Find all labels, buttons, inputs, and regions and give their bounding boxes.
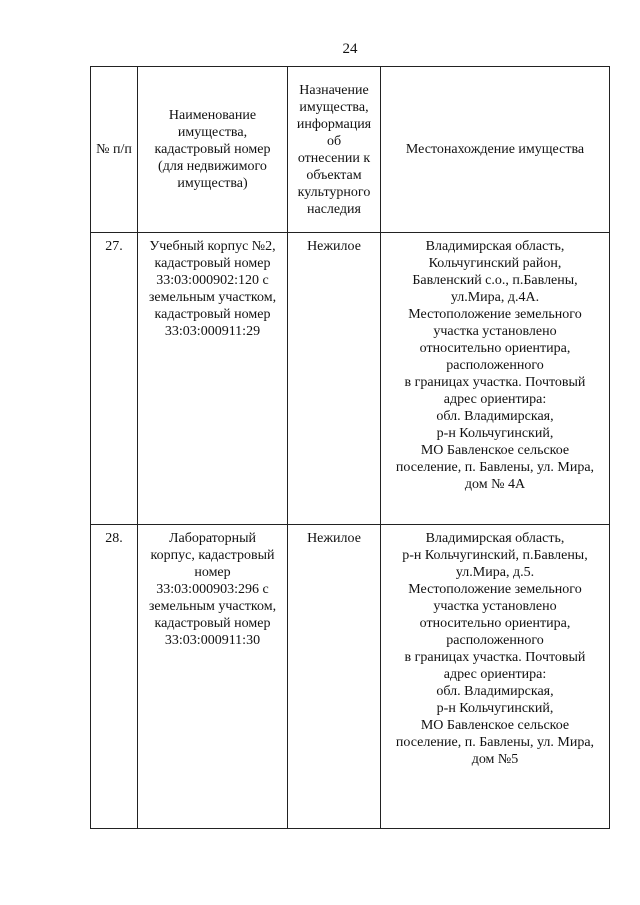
location-line: Местоположение земельного <box>408 582 582 597</box>
page-number: 24 <box>342 41 358 57</box>
property-name-line: Учебный корпус №2, <box>149 239 276 254</box>
location-line: в границах участка. Почтовый <box>404 375 586 390</box>
property-name-line: 33:03:000902:120 с <box>156 273 269 288</box>
location-line: Местоположение земельного <box>408 307 582 322</box>
header-name-line: (для недвижимого <box>158 159 267 174</box>
property-type: Нежилое <box>288 233 381 525</box>
header-type-line: наследия <box>307 201 361 217</box>
property-name-line: земельным участком, <box>148 290 277 305</box>
location-line: обл. Владимирская, <box>436 409 554 424</box>
header-type-line: отнесении к <box>297 150 371 166</box>
property-name-line: 33:03:000911:30 <box>164 633 261 648</box>
location-line: адрес ориентира: <box>443 667 547 682</box>
header-type-line: имущества, <box>299 99 369 115</box>
location-line: дом № 4А <box>464 477 526 492</box>
property-name <box>138 233 288 525</box>
location-line: МО Бавленское сельское <box>420 718 570 733</box>
location-line: участка установлено <box>433 324 557 339</box>
header-name-line: кадастровый номер <box>154 142 271 157</box>
location-line: расположенного <box>446 358 544 373</box>
location-line: р-н Кольчугинский, п.Бавлены, <box>402 548 588 563</box>
property-name-line: номер <box>194 565 231 580</box>
location-line: дом №5 <box>471 752 519 767</box>
location-line: ул.Мира, д.4А. <box>450 290 540 305</box>
property-name-line: земельным участком, <box>148 599 277 614</box>
row-number: 27. <box>91 233 138 525</box>
header-name-line: имущества) <box>177 176 248 191</box>
property-location <box>381 233 610 525</box>
location-line: МО Бавленское сельское <box>420 443 570 458</box>
property-location <box>381 525 610 829</box>
location-line: относительно ориентира, <box>419 616 571 631</box>
table-row <box>91 233 610 525</box>
location-line: Бавленский с.о., п.Бавлены, <box>412 273 578 288</box>
property-name <box>138 525 288 829</box>
location-line: Владимирская область, <box>425 239 565 254</box>
table-row <box>91 525 610 829</box>
location-line: расположенного <box>446 633 544 648</box>
location-line: р-н Кольчугинский, <box>436 701 554 716</box>
header-name <box>138 67 288 233</box>
property-name-line: кадастровый номер <box>154 616 271 631</box>
header-type-line: объектам <box>306 167 362 183</box>
location-line: обл. Владимирская, <box>436 684 554 699</box>
property-table <box>90 66 610 829</box>
row-number: 28. <box>91 525 138 829</box>
header-location: Местонахождение имущества <box>381 67 610 233</box>
location-line: адрес ориентира: <box>443 392 547 407</box>
header-type <box>288 67 381 233</box>
property-name-line: корпус, кадастровый <box>150 548 275 563</box>
location-line: поселение, п. Бавлены, ул. Мира, <box>395 460 595 475</box>
location-line: Владимирская область, <box>425 531 565 546</box>
header-type-line: Назначение <box>299 82 369 98</box>
header-type-line: информация <box>296 116 372 132</box>
header-num: № п/п <box>91 67 138 233</box>
location-line: участка установлено <box>433 599 557 614</box>
header-name-line: Наименование <box>168 108 257 123</box>
location-line: поселение, п. Бавлены, ул. Мира, <box>395 735 595 750</box>
location-line: Кольчугинский район, <box>428 256 562 271</box>
location-line: относительно ориентира, <box>419 341 571 356</box>
property-name-line: кадастровый номер <box>154 256 271 271</box>
property-name-line: 33:03:000911:29 <box>164 324 261 339</box>
header-type-line: культурного <box>297 184 371 200</box>
header-type-line: об <box>326 133 342 149</box>
header-name-line: имущества, <box>177 125 248 140</box>
property-name-line: 33:03:000903:296 с <box>156 582 269 597</box>
property-type: Нежилое <box>288 525 381 829</box>
location-line: в границах участка. Почтовый <box>404 650 586 665</box>
property-name-line: Лабораторный <box>168 531 256 546</box>
location-line: р-н Кольчугинский, <box>436 426 554 441</box>
location-line: ул.Мира, д.5. <box>455 565 535 580</box>
table-header-row <box>91 67 610 233</box>
property-name-line: кадастровый номер <box>154 307 271 322</box>
